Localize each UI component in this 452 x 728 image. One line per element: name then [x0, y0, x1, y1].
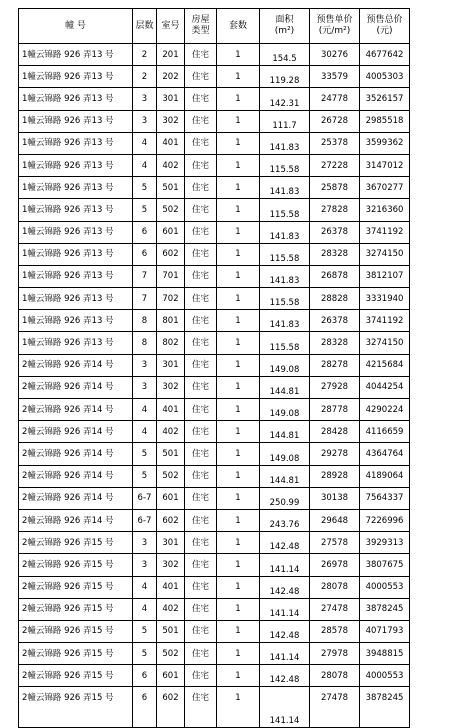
cell-area: 142.48 — [260, 620, 310, 642]
cell-area: 119.28 — [260, 66, 310, 88]
cell-units: 1 — [217, 221, 260, 243]
cell-type: 住宅 — [185, 687, 217, 728]
cell-floor: 7 — [133, 265, 157, 287]
cell-type: 住宅 — [185, 443, 217, 465]
cell-type: 住宅 — [185, 243, 217, 265]
cell-building: 2幢云锦路 926 弄14 号 — [19, 376, 133, 398]
table-row — [19, 66, 410, 88]
cell-units: 1 — [217, 665, 260, 687]
cell-floor: 7 — [133, 288, 157, 310]
cell-price: 30276 — [310, 44, 360, 66]
cell-area: 141.14 — [260, 687, 310, 728]
cell-price: 26378 — [310, 310, 360, 332]
cell-total: 7226996 — [360, 509, 410, 531]
cell-type: 住宅 — [185, 265, 217, 287]
cell-total: 3878245 — [360, 598, 410, 620]
cell-floor: 3 — [133, 554, 157, 576]
cell-room: 402 — [157, 154, 185, 176]
cell-building: 2幢云锦路 926 弄15 号 — [19, 576, 133, 598]
cell-area: 250.99 — [260, 487, 310, 509]
cell-type: 住宅 — [185, 310, 217, 332]
cell-type: 住宅 — [185, 487, 217, 509]
cell-floor: 4 — [133, 598, 157, 620]
cell-building: 2幢云锦路 926 弄15 号 — [19, 687, 133, 728]
cell-units: 1 — [217, 332, 260, 354]
header-total-line2: (元) — [376, 26, 393, 36]
cell-type: 住宅 — [185, 620, 217, 642]
cell-area: 142.31 — [260, 88, 310, 110]
header-room: 室号 — [157, 9, 185, 44]
cell-price: 30138 — [310, 487, 360, 509]
cell-price: 25378 — [310, 132, 360, 154]
cell-type: 住宅 — [185, 399, 217, 421]
cell-price: 28328 — [310, 332, 360, 354]
cell-floor: 5 — [133, 443, 157, 465]
table-row — [19, 399, 410, 421]
header-type — [185, 9, 217, 44]
cell-area: 115.58 — [260, 288, 310, 310]
header-total-line1: 预售总价 — [366, 15, 403, 25]
cell-floor: 2 — [133, 44, 157, 66]
cell-floor: 6-7 — [133, 509, 157, 531]
cell-room: 701 — [157, 265, 185, 287]
cell-type: 住宅 — [185, 88, 217, 110]
cell-area: 115.58 — [260, 332, 310, 354]
cell-floor: 4 — [133, 421, 157, 443]
table-row — [19, 554, 410, 576]
cell-room: 302 — [157, 376, 185, 398]
cell-type: 住宅 — [185, 376, 217, 398]
cell-price: 28078 — [310, 665, 360, 687]
cell-room: 802 — [157, 332, 185, 354]
table-row — [19, 199, 410, 221]
cell-total: 4215684 — [360, 354, 410, 376]
cell-price: 28078 — [310, 576, 360, 598]
cell-area: 144.81 — [260, 465, 310, 487]
cell-area: 141.14 — [260, 554, 310, 576]
cell-price: 26378 — [310, 221, 360, 243]
header-total — [360, 9, 410, 44]
cell-floor: 3 — [133, 532, 157, 554]
cell-total: 3878245 — [360, 687, 410, 728]
cell-area: 149.08 — [260, 354, 310, 376]
cell-room: 501 — [157, 620, 185, 642]
cell-area: 141.83 — [260, 132, 310, 154]
table-row — [19, 687, 410, 728]
table-row — [19, 132, 410, 154]
cell-type: 住宅 — [185, 532, 217, 554]
cell-type: 住宅 — [185, 576, 217, 598]
cell-total: 3599362 — [360, 132, 410, 154]
table-row — [19, 598, 410, 620]
table-row — [19, 44, 410, 66]
cell-building: 1幢云锦路 926 弄13 号 — [19, 199, 133, 221]
cell-price: 28578 — [310, 620, 360, 642]
cell-total: 3741192 — [360, 310, 410, 332]
cell-building: 1幢云锦路 926 弄13 号 — [19, 243, 133, 265]
cell-building: 1幢云锦路 926 弄13 号 — [19, 177, 133, 199]
cell-building: 1幢云锦路 926 弄13 号 — [19, 110, 133, 132]
cell-total: 4677642 — [360, 44, 410, 66]
cell-type: 住宅 — [185, 554, 217, 576]
cell-price: 28278 — [310, 354, 360, 376]
cell-units: 1 — [217, 598, 260, 620]
cell-building: 1幢云锦路 926 弄13 号 — [19, 66, 133, 88]
header-building: 幢 号 — [19, 9, 133, 44]
table-row — [19, 110, 410, 132]
cell-area: 141.14 — [260, 598, 310, 620]
table-row — [19, 288, 410, 310]
cell-building: 1幢云锦路 926 弄13 号 — [19, 332, 133, 354]
cell-total: 4290224 — [360, 399, 410, 421]
cell-type: 住宅 — [185, 332, 217, 354]
cell-type: 住宅 — [185, 643, 217, 665]
cell-building: 2幢云锦路 926 弄14 号 — [19, 509, 133, 531]
cell-building: 2幢云锦路 926 弄14 号 — [19, 443, 133, 465]
cell-room: 602 — [157, 243, 185, 265]
cell-units: 1 — [217, 88, 260, 110]
cell-price: 28428 — [310, 421, 360, 443]
cell-units: 1 — [217, 110, 260, 132]
cell-units: 1 — [217, 154, 260, 176]
cell-floor: 5 — [133, 620, 157, 642]
cell-floor: 8 — [133, 332, 157, 354]
cell-price: 28778 — [310, 399, 360, 421]
cell-area: 115.58 — [260, 199, 310, 221]
table-row — [19, 177, 410, 199]
header-price-line1: 预售单价 — [316, 15, 353, 25]
cell-building: 2幢云锦路 926 弄15 号 — [19, 532, 133, 554]
table-row — [19, 421, 410, 443]
cell-type: 住宅 — [185, 509, 217, 531]
cell-building: 1幢云锦路 926 弄13 号 — [19, 154, 133, 176]
header-area — [260, 9, 310, 44]
cell-price: 27228 — [310, 154, 360, 176]
cell-price: 26728 — [310, 110, 360, 132]
cell-floor: 5 — [133, 199, 157, 221]
cell-building: 1幢云锦路 926 弄13 号 — [19, 221, 133, 243]
cell-room: 501 — [157, 443, 185, 465]
cell-units: 1 — [217, 620, 260, 642]
cell-units: 1 — [217, 265, 260, 287]
table-row — [19, 465, 410, 487]
cell-units: 1 — [217, 66, 260, 88]
cell-area: 149.08 — [260, 443, 310, 465]
cell-units: 1 — [217, 376, 260, 398]
cell-price: 26878 — [310, 265, 360, 287]
cell-type: 住宅 — [185, 598, 217, 620]
cell-room: 702 — [157, 288, 185, 310]
cell-total: 3948815 — [360, 643, 410, 665]
cell-area: 141.83 — [260, 310, 310, 332]
cell-area: 141.14 — [260, 643, 310, 665]
cell-building: 2幢云锦路 926 弄15 号 — [19, 620, 133, 642]
table-row — [19, 332, 410, 354]
cell-total: 2985518 — [360, 110, 410, 132]
cell-building: 1幢云锦路 926 弄13 号 — [19, 310, 133, 332]
cell-floor: 5 — [133, 177, 157, 199]
cell-units: 1 — [217, 399, 260, 421]
table-row — [19, 620, 410, 642]
cell-type: 住宅 — [185, 177, 217, 199]
cell-room: 301 — [157, 532, 185, 554]
cell-room: 201 — [157, 44, 185, 66]
header-floor: 层数 — [133, 9, 157, 44]
cell-building: 2幢云锦路 926 弄14 号 — [19, 465, 133, 487]
cell-total: 4000553 — [360, 576, 410, 598]
header-price — [310, 9, 360, 44]
cell-total: 4116659 — [360, 421, 410, 443]
cell-total: 3741192 — [360, 221, 410, 243]
cell-units: 1 — [217, 354, 260, 376]
cell-room: 401 — [157, 576, 185, 598]
cell-floor: 4 — [133, 399, 157, 421]
cell-room: 601 — [157, 221, 185, 243]
cell-area: 142.48 — [260, 665, 310, 687]
cell-building: 1幢云锦路 926 弄13 号 — [19, 88, 133, 110]
header-type-line2: 类型 — [191, 26, 210, 36]
cell-floor: 4 — [133, 132, 157, 154]
cell-room: 302 — [157, 554, 185, 576]
cell-room: 202 — [157, 66, 185, 88]
cell-type: 住宅 — [185, 421, 217, 443]
cell-total: 3670277 — [360, 177, 410, 199]
cell-area: 142.48 — [260, 576, 310, 598]
cell-floor: 2 — [133, 66, 157, 88]
cell-units: 1 — [217, 199, 260, 221]
cell-area: 115.58 — [260, 243, 310, 265]
cell-total: 3274150 — [360, 243, 410, 265]
cell-floor: 6-7 — [133, 487, 157, 509]
header-area-line2: (m²) — [274, 26, 295, 36]
cell-units: 1 — [217, 509, 260, 531]
cell-price: 26978 — [310, 554, 360, 576]
cell-building: 1幢云锦路 926 弄13 号 — [19, 288, 133, 310]
cell-total: 4189064 — [360, 465, 410, 487]
cell-room: 301 — [157, 88, 185, 110]
cell-price: 28928 — [310, 465, 360, 487]
cell-price: 27478 — [310, 687, 360, 728]
cell-total: 4364764 — [360, 443, 410, 465]
header-area-line1: 面积 — [275, 15, 294, 25]
cell-room: 502 — [157, 199, 185, 221]
cell-units: 1 — [217, 177, 260, 199]
table-row — [19, 665, 410, 687]
table-body — [19, 44, 410, 728]
cell-floor: 6 — [133, 665, 157, 687]
cell-room: 502 — [157, 643, 185, 665]
cell-floor: 3 — [133, 376, 157, 398]
cell-units: 1 — [217, 132, 260, 154]
cell-area: 144.81 — [260, 376, 310, 398]
cell-price: 25878 — [310, 177, 360, 199]
cell-area: 149.08 — [260, 399, 310, 421]
cell-type: 住宅 — [185, 66, 217, 88]
cell-price: 27478 — [310, 598, 360, 620]
cell-room: 401 — [157, 399, 185, 421]
cell-price: 27578 — [310, 532, 360, 554]
cell-total: 7564337 — [360, 487, 410, 509]
cell-building: 2幢云锦路 926 弄15 号 — [19, 554, 133, 576]
cell-building: 1幢云锦路 926 弄13 号 — [19, 265, 133, 287]
cell-total: 3331940 — [360, 288, 410, 310]
cell-building: 2幢云锦路 926 弄14 号 — [19, 354, 133, 376]
cell-area: 144.81 — [260, 421, 310, 443]
cell-room: 401 — [157, 132, 185, 154]
cell-area: 243.76 — [260, 509, 310, 531]
cell-total: 3807675 — [360, 554, 410, 576]
cell-type: 住宅 — [185, 110, 217, 132]
cell-units: 1 — [217, 643, 260, 665]
cell-building: 2幢云锦路 926 弄15 号 — [19, 643, 133, 665]
cell-units: 1 — [217, 687, 260, 728]
table-row — [19, 221, 410, 243]
cell-building: 2幢云锦路 926 弄14 号 — [19, 487, 133, 509]
cell-building: 2幢云锦路 926 弄14 号 — [19, 421, 133, 443]
cell-total: 3147012 — [360, 154, 410, 176]
cell-price: 29278 — [310, 443, 360, 465]
cell-floor: 4 — [133, 154, 157, 176]
header-type-line1: 房屋 — [191, 15, 210, 25]
header-row — [19, 9, 410, 44]
cell-total: 3526157 — [360, 88, 410, 110]
table-row — [19, 88, 410, 110]
cell-floor: 4 — [133, 576, 157, 598]
cell-units: 1 — [217, 532, 260, 554]
cell-total: 3216360 — [360, 199, 410, 221]
cell-room: 402 — [157, 421, 185, 443]
cell-type: 住宅 — [185, 354, 217, 376]
table-row — [19, 243, 410, 265]
cell-type: 住宅 — [185, 199, 217, 221]
cell-room: 501 — [157, 177, 185, 199]
presale-price-sheet — [18, 8, 410, 728]
cell-type: 住宅 — [185, 221, 217, 243]
cell-floor: 3 — [133, 110, 157, 132]
cell-room: 801 — [157, 310, 185, 332]
cell-room: 502 — [157, 465, 185, 487]
table-row — [19, 532, 410, 554]
cell-total: 3929313 — [360, 532, 410, 554]
cell-type: 住宅 — [185, 288, 217, 310]
cell-room: 301 — [157, 354, 185, 376]
cell-area: 142.48 — [260, 532, 310, 554]
cell-building: 1幢云锦路 926 弄13 号 — [19, 44, 133, 66]
cell-units: 1 — [217, 44, 260, 66]
cell-units: 1 — [217, 443, 260, 465]
cell-building: 1幢云锦路 926 弄13 号 — [19, 132, 133, 154]
cell-total: 4000553 — [360, 665, 410, 687]
cell-area: 115.58 — [260, 154, 310, 176]
cell-total: 3274150 — [360, 332, 410, 354]
cell-room: 402 — [157, 598, 185, 620]
cell-units: 1 — [217, 310, 260, 332]
cell-units: 1 — [217, 288, 260, 310]
header-units: 套数 — [217, 9, 260, 44]
cell-floor: 6 — [133, 243, 157, 265]
table-row — [19, 487, 410, 509]
cell-price: 33579 — [310, 66, 360, 88]
cell-units: 1 — [217, 465, 260, 487]
cell-floor: 3 — [133, 88, 157, 110]
cell-units: 1 — [217, 554, 260, 576]
cell-total: 4005303 — [360, 66, 410, 88]
cell-total: 4044254 — [360, 376, 410, 398]
table-row — [19, 265, 410, 287]
cell-area: 141.83 — [260, 177, 310, 199]
cell-area: 154.5 — [260, 44, 310, 66]
table-row — [19, 154, 410, 176]
cell-floor: 3 — [133, 354, 157, 376]
cell-price: 24778 — [310, 88, 360, 110]
cell-area: 111.7 — [260, 110, 310, 132]
table-row — [19, 509, 410, 531]
cell-building: 2幢云锦路 926 弄15 号 — [19, 598, 133, 620]
cell-price: 27978 — [310, 643, 360, 665]
cell-units: 1 — [217, 243, 260, 265]
cell-building: 2幢云锦路 926 弄15 号 — [19, 665, 133, 687]
table-row — [19, 643, 410, 665]
cell-total: 4071793 — [360, 620, 410, 642]
cell-room: 602 — [157, 509, 185, 531]
cell-building: 2幢云锦路 926 弄14 号 — [19, 399, 133, 421]
cell-total: 3812107 — [360, 265, 410, 287]
cell-room: 602 — [157, 687, 185, 728]
cell-units: 1 — [217, 421, 260, 443]
cell-area: 141.83 — [260, 265, 310, 287]
table-row — [19, 354, 410, 376]
cell-type: 住宅 — [185, 132, 217, 154]
cell-floor: 8 — [133, 310, 157, 332]
cell-type: 住宅 — [185, 465, 217, 487]
cell-type: 住宅 — [185, 665, 217, 687]
header-price-line2: (元/m²) — [318, 26, 351, 36]
cell-room: 601 — [157, 487, 185, 509]
cell-units: 1 — [217, 487, 260, 509]
cell-room: 601 — [157, 665, 185, 687]
table-row — [19, 310, 410, 332]
table-row — [19, 576, 410, 598]
table-row — [19, 443, 410, 465]
cell-floor: 5 — [133, 465, 157, 487]
cell-floor: 6 — [133, 687, 157, 728]
cell-price: 27828 — [310, 199, 360, 221]
cell-type: 住宅 — [185, 154, 217, 176]
table-row — [19, 376, 410, 398]
cell-price: 28328 — [310, 243, 360, 265]
presale-price-table — [18, 8, 410, 728]
cell-area: 141.83 — [260, 221, 310, 243]
cell-floor: 6 — [133, 221, 157, 243]
cell-price: 27928 — [310, 376, 360, 398]
cell-units: 1 — [217, 576, 260, 598]
cell-price: 29648 — [310, 509, 360, 531]
cell-price: 28828 — [310, 288, 360, 310]
cell-type: 住宅 — [185, 44, 217, 66]
cell-room: 302 — [157, 110, 185, 132]
cell-floor: 5 — [133, 643, 157, 665]
